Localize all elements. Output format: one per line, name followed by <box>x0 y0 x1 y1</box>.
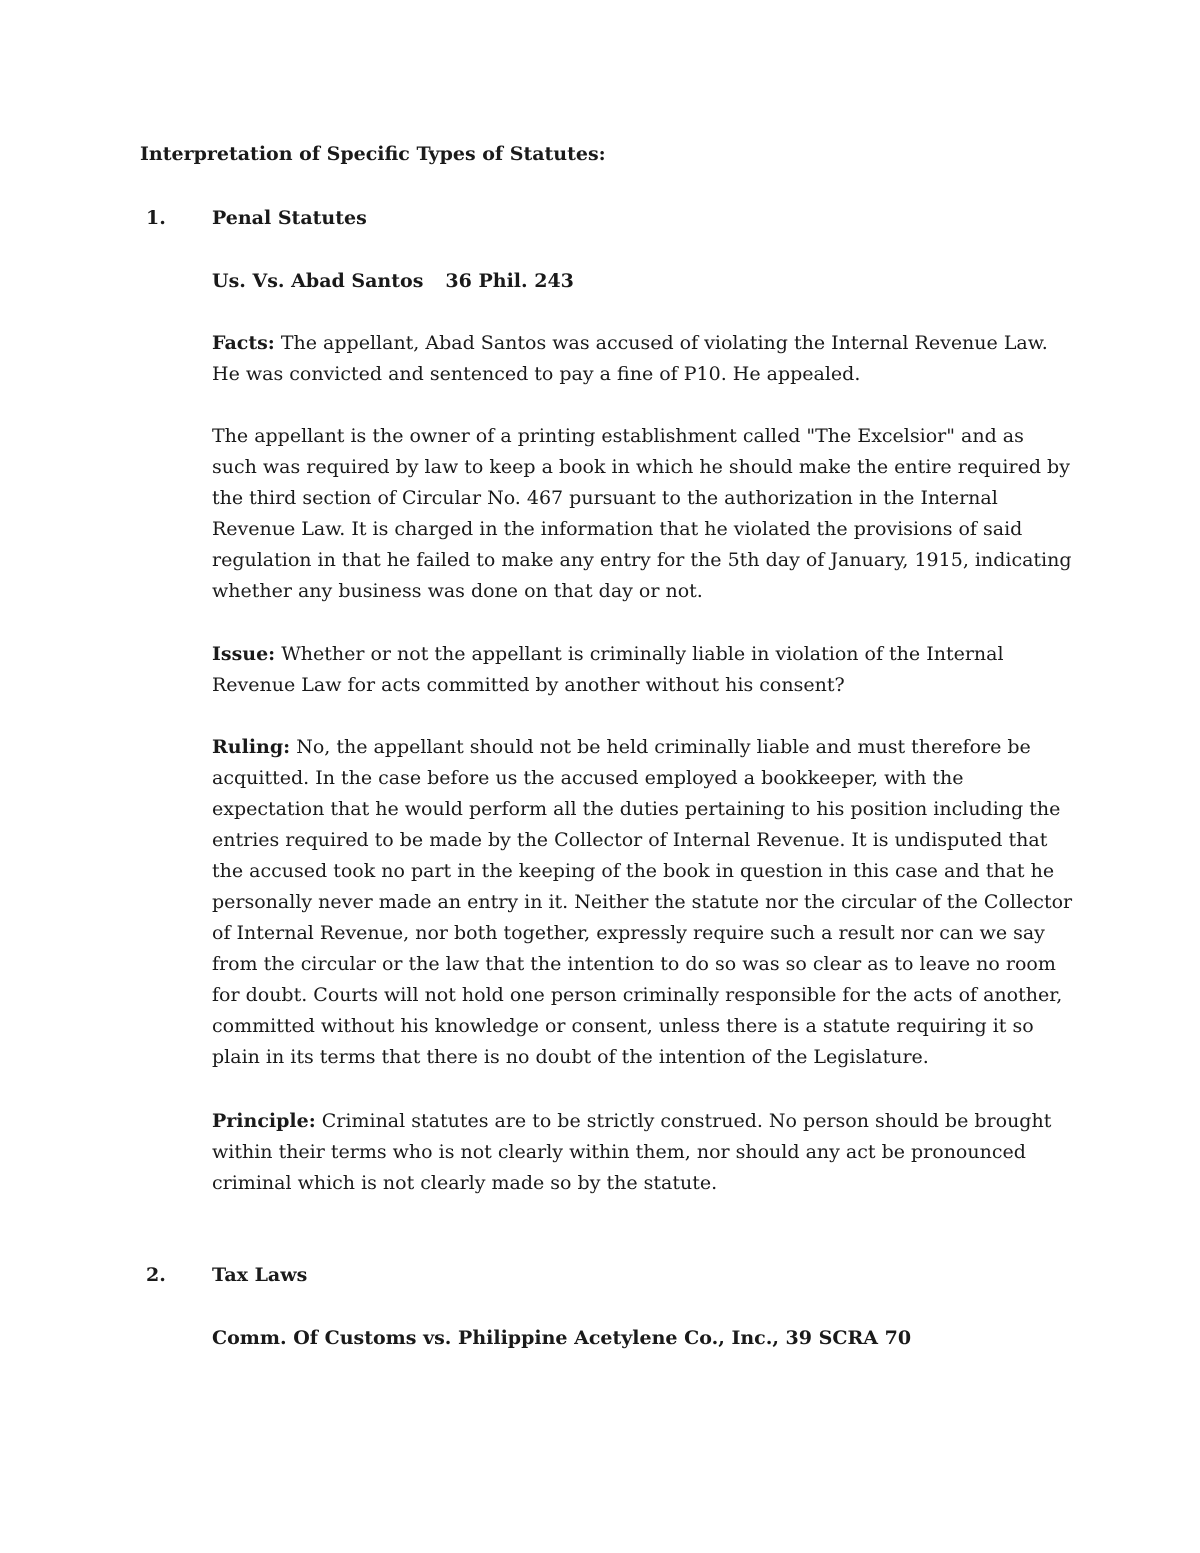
issue-paragraph <box>212 639 1074 701</box>
case-1-name: Us. Vs. Abad Santos <box>212 270 424 292</box>
case-1-citation: 36 Phil. 243 <box>445 270 574 292</box>
section-1-heading: Penal Statutes <box>212 207 367 229</box>
issue-label: Issue: <box>212 643 276 665</box>
principle-label: Principle: <box>212 1110 316 1132</box>
facts-paragraph <box>212 328 1074 390</box>
section-2-heading: Tax Laws <box>212 1264 308 1286</box>
ruling-paragraph <box>212 732 1074 1073</box>
principle-text: Criminal statutes are to be strictly construed. No person should be brought within their terms who is not clearly within them, nor should any act be pronounced criminal which is not clearly made so by the statute. <box>212 1110 1052 1194</box>
facts-text: The appellant, Abad Santos was accused of violating the Internal Revenue Law. He was convicted and sentenced to pay a fine of P10. He appealed. <box>212 332 1048 385</box>
issue-text: Whether or not the appellant is criminally liable in violation of the Internal Revenue Law for acts committed by another without his consent? <box>212 643 1004 696</box>
ruling-label: Ruling: <box>212 736 291 758</box>
facts-label: Facts: <box>212 332 275 354</box>
section-1-number: 1. <box>146 207 166 229</box>
principle-paragraph <box>212 1106 1074 1199</box>
ruling-text: No, the appellant should not be held criminally liable and must therefore be acquitted. In the case before us the accused employed a bookkeeper, with the expectation that he would perform all the duties pertaining to his position including the entries required to be made by the Collector of Internal Revenue. It is undisputed that the accused took no part in the keeping of the book in question in this case and that he personally never made an entry in it. Neither the statute nor the circular of the Collector of Internal Revenue, nor both together, expressly require such a result nor can we say from the circular or the law that the intention to do so was so clear as to leave no room for doubt. Courts will not hold one person criminally responsible for the acts of another, committed without his knowledge or consent, unless there is a statute requiring it so plain in its terms that there is no doubt of the intention of the Legislature. <box>212 736 1073 1068</box>
case-2-title: Comm. Of Customs vs. Philippine Acetylene Co., Inc., 39 SCRA 70 <box>212 1327 912 1349</box>
facts-text-2: The appellant is the owner of a printing establishment called "The Excelsior" and as such was required by law to keep a book in which he should make the entire required by the third section of Circular No. 467 pursuant to the authorization in the Internal Revenue Law. It is charged in the information that he violated the provisions of said regulation in that he failed to make any entry for the 5th day of January, 1915, indicating whether any business was done on that day or not. <box>212 425 1072 602</box>
document-title: Interpretation of Specific Types of Statutes: <box>140 143 606 165</box>
section-2-number: 2. <box>146 1264 166 1286</box>
facts-paragraph-2 <box>212 421 1074 607</box>
case-1-title <box>212 270 574 292</box>
